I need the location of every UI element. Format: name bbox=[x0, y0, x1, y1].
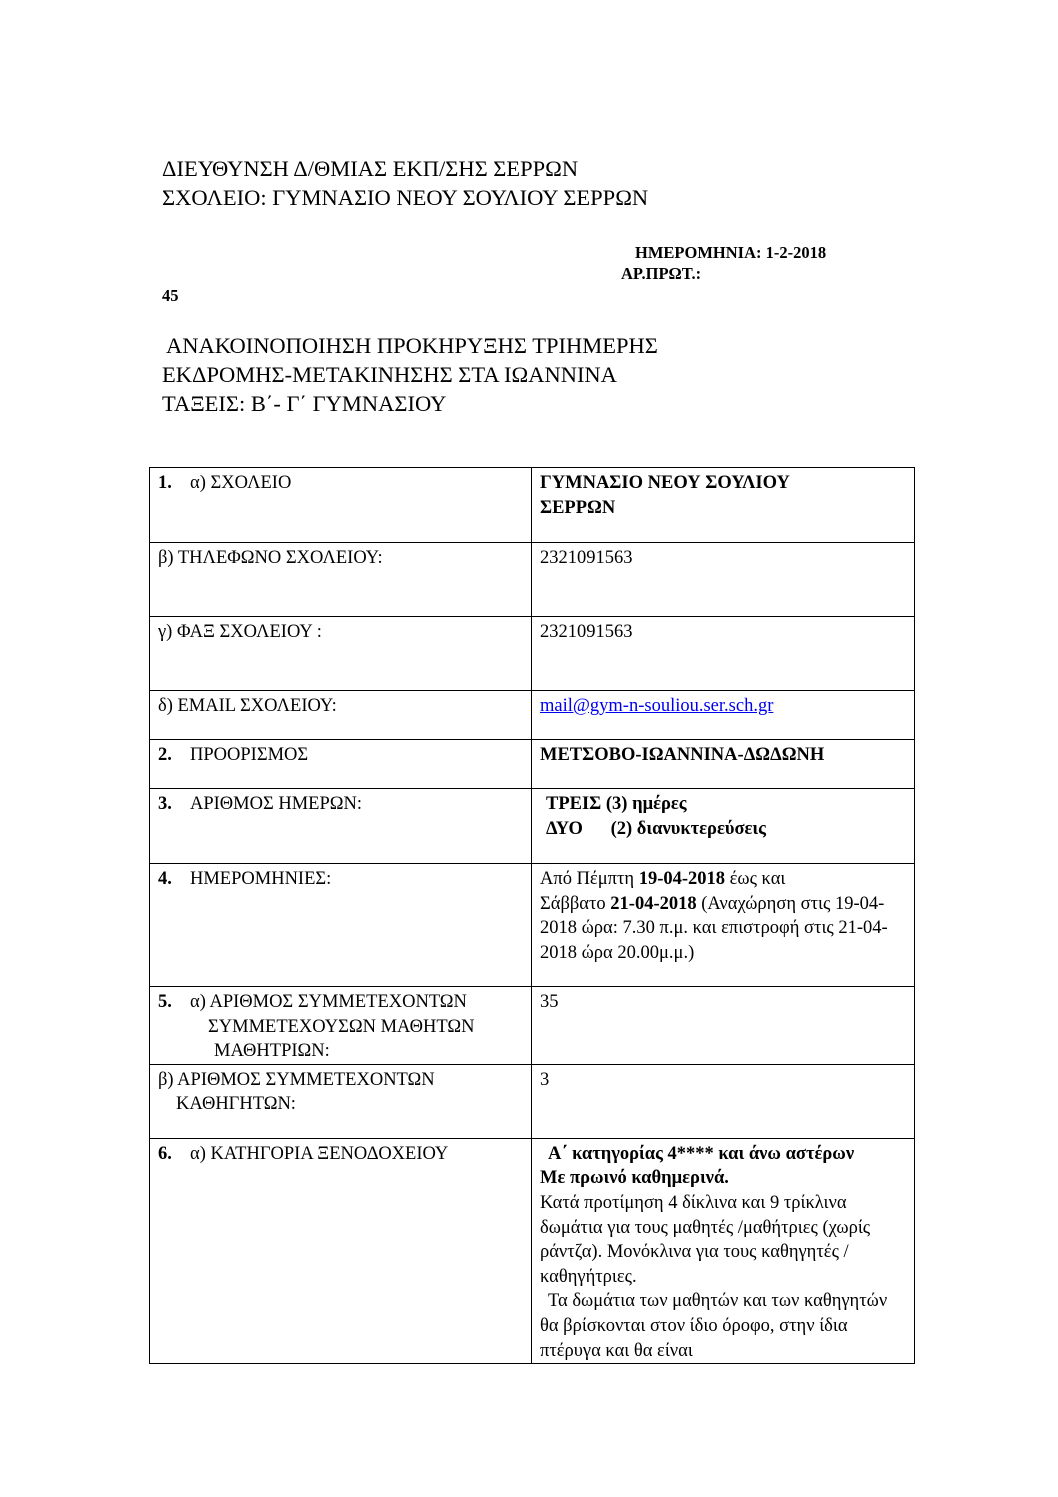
destination-value: ΜΕΤΣΟΒΟ-ΙΩΑΝΝΙΝΑ-ΔΩΔΩΝΗ bbox=[540, 745, 825, 765]
hotel-label: α) ΚΑΤΗΓΟΡΙΑ ΞΕΝΟΔΟΧΕΙΟΥ bbox=[190, 1143, 449, 1164]
school-city: ΣΕΡΡΩΝ bbox=[540, 497, 616, 518]
days-label-cell bbox=[150, 789, 532, 864]
days-value-cell bbox=[532, 789, 915, 864]
table-row-school bbox=[150, 468, 915, 543]
announcement-classes: ΤΑΞΕΙΣ: Β΄- Γ΄ ΓΥΜΝΑΣΙΟΥ bbox=[162, 391, 447, 416]
destination-value-cell bbox=[532, 740, 915, 789]
school-label-cell bbox=[150, 468, 532, 543]
hotel-label-cell bbox=[150, 1138, 532, 1363]
departure-date: 19-04-2018 bbox=[638, 869, 726, 889]
document-date: ΗΜΕΡΟΜΗΝΙΑ: 1-2-2018 bbox=[635, 243, 827, 262]
school-value-cell bbox=[532, 468, 915, 543]
table-row-phone bbox=[150, 543, 915, 617]
protocol-number: 45 bbox=[162, 286, 179, 305]
row-number: 6. bbox=[158, 1143, 172, 1164]
dates-label: ΗΜΕΡΟΜΗΝΙΕΣ: bbox=[190, 869, 332, 889]
days-count: ΤΡΕΙΣ (3) ημέρες bbox=[546, 794, 687, 814]
fax-value-cell bbox=[532, 617, 915, 691]
phone-label: β) ΤΗΛΕΦΩΝΟ ΣΧΟΛΕΙΟΥ: bbox=[158, 548, 383, 568]
hotel-rooms-text: Κατά προτίμηση 4 δίκλινα και 9 τρίκλινα δωμάτια για τους μαθητές /μαθήτριες (χωρίς ράντζα). Μονόκλινα για τους καθηγητές / καθηγήτριες. bbox=[540, 1192, 871, 1287]
teachers-label-cell bbox=[150, 1064, 532, 1138]
teachers-value-cell bbox=[532, 1064, 915, 1138]
table-row-destination bbox=[150, 740, 915, 789]
destination-label-cell bbox=[150, 740, 532, 789]
table-row-fax bbox=[150, 617, 915, 691]
announcement-title-line-2: ΕΚΔΡΟΜΗΣ-ΜΕΤΑΚΙΝΗΣΗΣ ΣΤΑ ΙΩΑΝΝΙΝΑ bbox=[162, 362, 617, 387]
phone-label-cell bbox=[150, 543, 532, 617]
fax-label: γ) ΦΑΞ ΣΧΟΛΕΙΟΥ : bbox=[158, 622, 322, 642]
row-number: 4. bbox=[158, 869, 172, 889]
students-value-cell bbox=[532, 987, 915, 1065]
dates-to-text: έως και bbox=[725, 869, 786, 889]
email-link[interactable]: mail@gym-n-souliou.ser.sch.gr bbox=[540, 696, 774, 716]
email-label: δ) EMAIL ΣΧΟΛΕΙΟΥ: bbox=[158, 696, 337, 716]
dates-details: (Αναχώρηση στις 19-04-2018 ώρα: 7.30 π.μ. και επιστροφή στις 21-04-2018 ώρα 20.00μ.μ.) bbox=[540, 893, 888, 963]
school-name: ΓΥΜΝΑΣΙΟ ΝΕΟΥ ΣΟΥΛΙΟΥ bbox=[540, 473, 790, 493]
directorate-heading: ΔΙΕΥΘΥΝΣΗ Δ/ΘΜΙΑΣ ΕΚΠ/ΣΗΣ ΣΕΡΡΩΝ bbox=[162, 156, 579, 181]
table-row-dates bbox=[150, 864, 915, 987]
days-label: ΑΡΙΘΜΟΣ ΗΜΕΡΩΝ: bbox=[190, 794, 363, 814]
row-number: 3. bbox=[158, 794, 172, 814]
teachers-label-line-2: ΚΑΘΗΓΗΤΩΝ: bbox=[176, 1094, 296, 1115]
hotel-breakfast: Με πρωινό καθημερινά. bbox=[540, 1168, 729, 1189]
announcement-title-line-1: ΑΝΑΚΟΙΝΟΠΟΙΗΣΗ ΠΡΟΚΗΡΥΞΗΣ ΤΡΙΗΜΕΡΗΣ bbox=[166, 333, 658, 358]
destination-label: ΠΡΟΟΡΙΣΜΟΣ bbox=[190, 745, 309, 765]
hotel-category: Α΄ κατηγορίας 4**** και άνω αστέρων bbox=[548, 1143, 855, 1164]
return-date: 21-04-2018 bbox=[610, 893, 697, 914]
table-row-teachers bbox=[150, 1064, 915, 1138]
table-row-email bbox=[150, 691, 915, 740]
dates-from-text: Από Πέμπτη bbox=[540, 869, 639, 889]
dates-label-cell bbox=[150, 864, 532, 987]
hotel-value-cell bbox=[532, 1138, 915, 1363]
school-heading: ΣΧΟΛΕΙΟ: ΓΥΜΝΑΣΙΟ ΝΕΟΥ ΣΟΥΛΙΟΥ ΣΕΡΡΩΝ bbox=[162, 185, 649, 210]
fax-value: 2321091563 bbox=[540, 622, 633, 642]
return-day: Σάββατο bbox=[540, 893, 611, 914]
nights-count: ΔΥΟ (2) διανυκτερεύσεις bbox=[546, 818, 766, 839]
students-label-line-2: ΣΥΜΜΕΤΕΧΟΥΣΩΝ ΜΑΘΗΤΩΝ bbox=[208, 1016, 475, 1037]
dates-value-cell bbox=[532, 864, 915, 987]
teachers-value: 3 bbox=[540, 1069, 550, 1090]
phone-value-cell bbox=[532, 543, 915, 617]
email-label-cell bbox=[150, 691, 532, 740]
students-label-line-1: α) ΑΡΙΘΜΟΣ ΣΥΜΜΕΤΕΧΟΝΤΩΝ bbox=[190, 992, 467, 1012]
students-label-cell bbox=[150, 987, 532, 1065]
students-label-line-3: ΜΑΘΗΤΡΙΩΝ: bbox=[214, 1041, 330, 1062]
phone-value: 2321091563 bbox=[540, 548, 633, 568]
trip-details-table bbox=[149, 467, 915, 1364]
table-row-students bbox=[150, 987, 915, 1065]
hotel-floor-text: Τα δωμάτια των μαθητών και των καθηγητών θα βρίσκονται στον ίδιο όροφο, στην ίδια πτέρυγα και θα είναι bbox=[540, 1291, 888, 1361]
fax-label-cell bbox=[150, 617, 532, 691]
protocol-label: ΑΡ.ΠΡΩΤ.: bbox=[621, 264, 702, 283]
row-number: 5. bbox=[158, 992, 172, 1012]
table-row-hotel bbox=[150, 1138, 915, 1363]
school-label: α) ΣΧΟΛΕΙΟ bbox=[190, 473, 292, 493]
teachers-label-line-1: β) ΑΡΙΘΜΟΣ ΣΥΜΜΕΤΕΧΟΝΤΩΝ bbox=[158, 1069, 435, 1090]
table-row-days bbox=[150, 789, 915, 864]
email-value-cell bbox=[532, 691, 915, 740]
row-number: 1. bbox=[158, 473, 172, 493]
students-value: 35 bbox=[540, 992, 559, 1012]
row-number: 2. bbox=[158, 745, 172, 765]
